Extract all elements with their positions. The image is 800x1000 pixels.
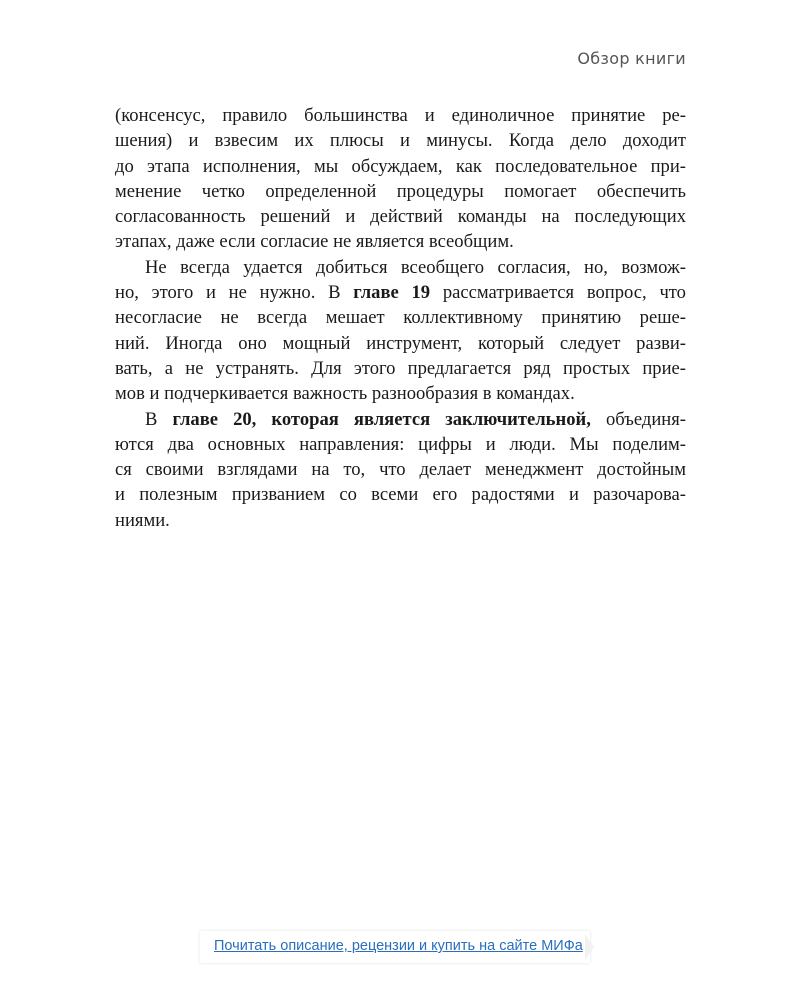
text-run: рассматривается вопрос, что: [430, 282, 686, 304]
chapter-reference-19: главе 19: [353, 282, 431, 304]
footer-link-banner: [200, 931, 600, 963]
text-line: ются два основных направления: цифры и люди. Мы поделим-: [115, 433, 686, 455]
paragraph-2: [115, 255, 686, 407]
text-line: ниями.: [115, 509, 170, 531]
text-line: шения) и взвесим их плюсы и минусы. Когда дело доходит: [115, 130, 686, 152]
body-text: [115, 103, 686, 533]
text-line: до этапа исполнения, мы обсуждаем, как последовательное при-: [115, 155, 686, 177]
text-line: несогласие не всегда мешает коллективному принятию реше-: [115, 307, 686, 329]
text-line: ний. Иногда оно мощный инструмент, который следует разви-: [115, 332, 686, 354]
text-run: но, этого и не нужно. В: [115, 282, 354, 304]
text-line: Не всегда удается добиться всеобщего согласия, но, возмож-: [145, 256, 686, 278]
text-line: [115, 407, 686, 432]
text-line: [115, 280, 686, 305]
buy-on-mif-link[interactable]: Почитать описание, рецензии и купить на сайте МИФа: [214, 938, 583, 954]
chapter-reference-20: главе 20, которая является заключительной,: [172, 408, 591, 430]
arrow-tab-icon: [585, 934, 594, 960]
text-line: этапах, даже если согласие не является всеобщим.: [115, 231, 514, 253]
paragraph-3: [115, 407, 686, 533]
paragraph-1: [115, 103, 686, 255]
text-line: ся своими взглядами на то, что делает менеджмент достойным: [115, 459, 686, 481]
text-run: В: [145, 408, 173, 430]
text-line: мов и подчеркивается важность разнообразия в командах.: [115, 383, 575, 405]
text-line: согласованность решений и действий команды на последующих: [115, 206, 686, 228]
text-line: (консенсус, правило большинства и единоличное принятие ре-: [115, 105, 686, 126]
text-line: вать, а не устранять. Для этого предлагается ряд простых прие-: [115, 357, 686, 379]
running-header: Обзор книги: [577, 49, 686, 68]
text-line: менение четко определенной процедуры помогает обеспечить: [115, 180, 686, 202]
text-run: объединя-: [590, 408, 686, 430]
text-line: и полезным призванием со всеми его радостями и разочарова-: [115, 484, 686, 506]
